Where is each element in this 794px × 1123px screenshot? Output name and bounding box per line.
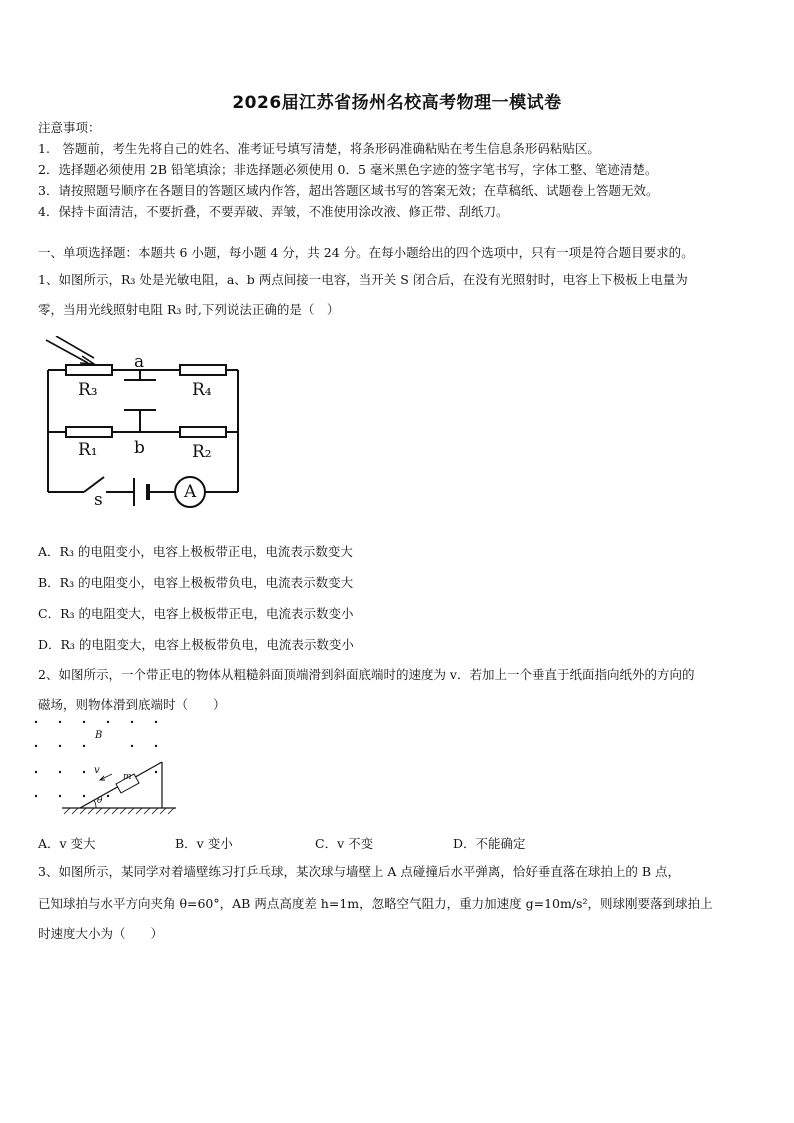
resistor-r2 xyxy=(180,427,226,437)
label-s: s xyxy=(94,490,103,510)
label-a: a xyxy=(134,352,145,372)
label-ammeter: A xyxy=(184,482,197,502)
label-b: b xyxy=(134,438,145,458)
q3-stem-line1: 3、如图所示，某同学对着墙壁练习打乒乓球，某次球与墙壁上 A 点碰撞后水平弹离，恰好垂直落在球拍上的 B 点， xyxy=(38,864,681,879)
section-heading: 一、单项选择题：本题共 6 小题，每小题 4 分，共 24 分。在每小题给出的四个选项中，只有一项是符合题目要求的。 xyxy=(38,245,694,260)
q2-option-d: D．不能确定 xyxy=(453,836,526,851)
label-b-field: B xyxy=(95,730,103,741)
label-r3: R₃ xyxy=(78,380,98,400)
label-v: v xyxy=(94,765,100,776)
notice-1: 1. 答题前，考生先将自己的姓名、准考证号填写清楚，将条形码准确粘贴在考生信息条形码粘贴区。 xyxy=(38,141,600,156)
q3-stem-line3: 时速度大小为（ ） xyxy=(38,926,164,941)
q2-option-c: C．v 不变 xyxy=(315,836,374,851)
resistor-r1 xyxy=(66,427,112,437)
angle-arc xyxy=(94,800,96,808)
label-r2: R₂ xyxy=(192,442,212,462)
notice-4: 4．保持卡面清洁，不要折叠，不要弄破、弄皱，不准使用涂改液、修正带、刮纸刀。 xyxy=(38,204,509,219)
q1-option-d: D．R₃ 的电阻变大，电容上极板带负电，电流表示数变小 xyxy=(38,637,354,652)
q2-stem-line1: 2、如图所示，一个带正电的物体从粗糙斜面顶端滑到斜面底端时的速度为 v．若加上一个垂直于纸面指向纸外的方向的 xyxy=(38,667,695,682)
q2-option-b: B．v 变小 xyxy=(175,836,233,851)
q1-option-b: B．R₃ 的电阻变小，电容上极板带负电，电流表示数变大 xyxy=(38,575,354,590)
incline-diagram xyxy=(30,716,180,816)
label-theta: θ xyxy=(97,796,103,806)
q1-option-a: A．R₃ 的电阻变小，电容上极板带正电，电流表示数变大 xyxy=(38,544,353,559)
notice-3: 3．请按照题号顺序在各题目的答题区域内作答，超出答题区域书写的答案无效；在草稿纸、试题卷上答题无效。 xyxy=(38,183,659,198)
resistor-r3 xyxy=(66,365,112,375)
label-r1: R₁ xyxy=(78,440,98,460)
q1-option-c: C．R₃ 的电阻变大，电容上极板带正电，电流表示数变小 xyxy=(38,606,354,621)
label-r4: R₄ xyxy=(192,380,212,400)
resistor-r4 xyxy=(180,365,226,375)
q3-stem-line2: 已知球拍与水平方向夹角 θ=60°，AB 两点高度差 h=1m，忽略空气阻力，重力加速度 g=10m/s²，则球刚要落到球拍上 xyxy=(38,896,713,911)
page-title: 2026届江苏省扬州名校高考物理一模试卷 xyxy=(232,93,562,113)
notice-2: 2．选择题必须使用 2B 铅笔填涂；非选择题必须使用 0．5 毫米黑色字迹的签字笔书写，字体工整、笔迹清楚。 xyxy=(38,162,658,177)
label-m: m xyxy=(123,772,132,782)
q2-stem-line2: 磁场，则物体滑到底端时（ ） xyxy=(38,697,226,712)
q2-option-a: A．v 变大 xyxy=(38,836,96,851)
q1-stem-line1: 1、如图所示，R₃ 处是光敏电阻，a、b 两点间接一电容，当开关 S 闭合后，在没有光照射时，电容上下极板上电量为 xyxy=(38,272,688,287)
notice-header: 注意事项： xyxy=(38,120,101,135)
q1-stem-line2: 零，当用光线照射电阻 R₃ 时,下列说法正确的是（ ） xyxy=(38,302,340,317)
